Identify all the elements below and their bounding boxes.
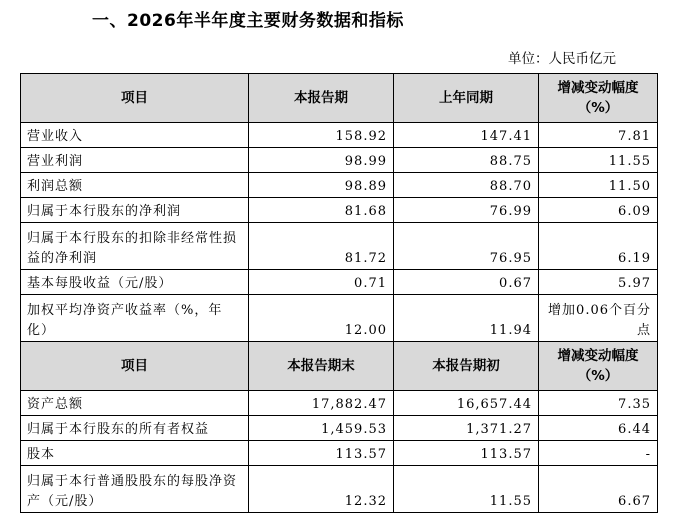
- row-current: 1,459.53: [249, 416, 394, 441]
- header-change: 增减变动幅度（%）: [539, 342, 658, 391]
- row-previous: 11.55: [394, 466, 539, 513]
- table-header-row: [21, 74, 658, 123]
- row-current: 81.68: [249, 198, 394, 223]
- row-previous: 16,657.44: [394, 391, 539, 416]
- row-label: 归属于本行股东的净利润: [21, 198, 249, 223]
- row-change: 增加0.06个百分点: [539, 295, 658, 342]
- row-change: 7.81: [539, 123, 658, 148]
- row-label: 资产总额: [21, 391, 249, 416]
- table-row: [21, 270, 658, 295]
- row-change: 6.67: [539, 466, 658, 513]
- page-title: 一、2026年半年度主要财务数据和指标: [92, 11, 404, 31]
- row-change: 5.97: [539, 270, 658, 295]
- header-current-period: 本报告期: [249, 74, 394, 123]
- row-label: 股本: [21, 441, 249, 466]
- row-previous: 76.95: [394, 223, 539, 270]
- row-label: 归属于本行股东的扣除非经常性损益的净利润: [21, 223, 249, 270]
- row-change: -: [539, 441, 658, 466]
- header-period-start: 本报告期初: [394, 342, 539, 391]
- row-previous: 113.57: [394, 441, 539, 466]
- table-row: [21, 173, 658, 198]
- row-change: 7.35: [539, 391, 658, 416]
- financial-table: [20, 73, 658, 513]
- row-label: 基本每股收益（元/股）: [21, 270, 249, 295]
- table-row: [21, 441, 658, 466]
- row-current: 17,882.47: [249, 391, 394, 416]
- row-label: 加权平均净资产收益率（%，年化）: [21, 295, 249, 342]
- table-row: [21, 391, 658, 416]
- row-current: 113.57: [249, 441, 394, 466]
- row-change: 6.44: [539, 416, 658, 441]
- table-header-row: [21, 342, 658, 391]
- row-previous: 88.75: [394, 148, 539, 173]
- header-item: 项目: [21, 342, 249, 391]
- unit-note: 单位：人民币亿元: [508, 51, 616, 67]
- header-period-end: 本报告期末: [249, 342, 394, 391]
- row-current: 0.71: [249, 270, 394, 295]
- table-row: [21, 466, 658, 513]
- header-change: 增减变动幅度（%）: [539, 74, 658, 123]
- row-change: 6.09: [539, 198, 658, 223]
- table-row: [21, 416, 658, 441]
- row-label: 归属于本行股东的所有者权益: [21, 416, 249, 441]
- row-change: 11.50: [539, 173, 658, 198]
- row-previous: 76.99: [394, 198, 539, 223]
- row-label: 营业利润: [21, 148, 249, 173]
- row-label: 归属于本行普通股股东的每股净资产（元/股）: [21, 466, 249, 513]
- row-current: 12.00: [249, 295, 394, 342]
- row-previous: 11.94: [394, 295, 539, 342]
- row-label: 营业收入: [21, 123, 249, 148]
- table-row: [21, 223, 658, 270]
- row-change: 11.55: [539, 148, 658, 173]
- header-item: 项目: [21, 74, 249, 123]
- row-previous: 88.70: [394, 173, 539, 198]
- header-prior-period: 上年同期: [394, 74, 539, 123]
- row-current: 81.72: [249, 223, 394, 270]
- row-current: 158.92: [249, 123, 394, 148]
- row-current: 12.32: [249, 466, 394, 513]
- table-row: [21, 198, 658, 223]
- row-label: 利润总额: [21, 173, 249, 198]
- row-previous: 0.67: [394, 270, 539, 295]
- row-previous: 147.41: [394, 123, 539, 148]
- table-row: [21, 123, 658, 148]
- table-row: [21, 295, 658, 342]
- row-current: 98.89: [249, 173, 394, 198]
- row-change: 6.19: [539, 223, 658, 270]
- row-current: 98.99: [249, 148, 394, 173]
- table-row: [21, 148, 658, 173]
- row-previous: 1,371.27: [394, 416, 539, 441]
